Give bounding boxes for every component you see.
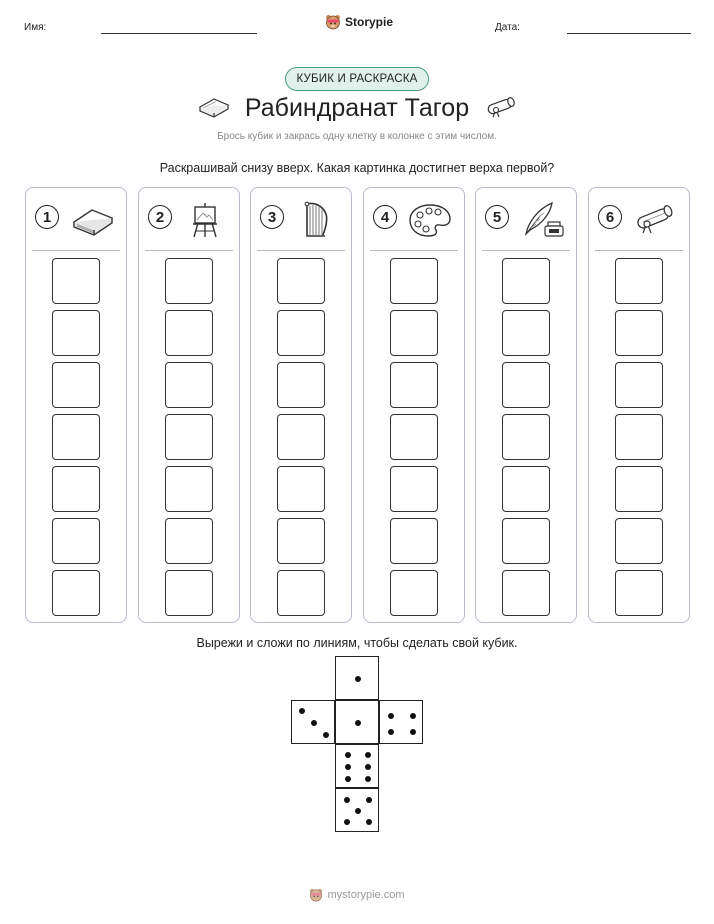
column-4 [363,187,465,623]
color-cell[interactable] [52,310,100,356]
die-face-3 [291,700,335,744]
color-cell[interactable] [615,258,663,304]
date-line[interactable] [567,33,691,34]
cut-instruction: Вырежи и сложи по линиям, чтобы сделать свой кубик. [196,636,518,650]
die-face-1 [335,700,379,744]
color-cell[interactable] [502,518,550,564]
color-cell[interactable] [52,570,100,616]
column-6 [588,187,690,623]
column-divider [145,250,233,251]
bear-icon [309,888,323,902]
palette-icon [406,200,454,238]
color-cell[interactable] [390,414,438,460]
color-cell[interactable] [165,362,213,408]
color-cell[interactable] [390,362,438,408]
die-pip [365,776,371,782]
column-number: 1 [35,205,59,229]
color-cell[interactable] [52,362,100,408]
column-5 [475,187,577,623]
page-subtitle: Брось кубик и закрась одну клетку в колонке с этим числом. [217,131,497,142]
die-pip [388,713,394,719]
color-cell[interactable] [390,570,438,616]
color-cell[interactable] [165,414,213,460]
color-cell[interactable] [502,310,550,356]
name-label: Имя: [24,22,47,33]
scroll-diploma-icon [631,200,679,238]
book-icon [68,200,116,238]
column-divider [370,250,458,251]
color-cell[interactable] [615,414,663,460]
color-cell[interactable] [52,414,100,460]
color-cell[interactable] [615,466,663,512]
color-cell[interactable] [277,310,325,356]
column-number: 4 [373,205,397,229]
color-cell[interactable] [165,310,213,356]
name-line[interactable] [101,33,257,34]
color-cell[interactable] [165,570,213,616]
die-face-6 [335,744,379,788]
color-cell[interactable] [277,518,325,564]
die-pip [355,720,361,726]
easel-icon [181,200,229,238]
activity-badge: КУБИК И РАСКРАСКА [285,67,429,91]
die-pip [311,720,317,726]
color-cell[interactable] [615,518,663,564]
date-label: Дата: [495,22,520,33]
diploma-scroll-icon [484,95,518,119]
column-number: 6 [598,205,622,229]
color-cell[interactable] [390,518,438,564]
color-cell[interactable] [277,362,325,408]
color-cell[interactable] [277,570,325,616]
color-cell[interactable] [165,518,213,564]
color-cell[interactable] [502,570,550,616]
die-face-4 [379,700,423,744]
color-cell[interactable] [52,258,100,304]
die-pip [365,752,371,758]
die-pip [344,797,350,803]
color-cell[interactable] [390,310,438,356]
column-divider [257,250,345,251]
die-pip [323,732,329,738]
coloring-instruction: Раскрашивай снизу вверх. Какая картинка достигнет верха первой? [159,161,555,175]
color-cell[interactable] [502,466,550,512]
die-pip [410,729,416,735]
die-pip [365,764,371,770]
color-cell[interactable] [52,518,100,564]
die-pip [344,819,350,825]
die-pip [410,713,416,719]
die-pip [345,776,351,782]
brand-name: Storypie [345,15,394,29]
die-pip [299,708,305,714]
die-pip [355,676,361,682]
die-pip [366,819,372,825]
die-pip [388,729,394,735]
color-cell[interactable] [502,414,550,460]
footer [0,888,714,902]
column-divider [32,250,120,251]
color-cell[interactable] [615,310,663,356]
die-face-1 [335,656,379,700]
quill-inkwell-icon [518,200,566,238]
color-cell[interactable] [52,466,100,512]
die-pip [355,808,361,814]
die-pip [366,797,372,803]
color-cell[interactable] [277,414,325,460]
die-pip [345,764,351,770]
color-cell[interactable] [615,570,663,616]
die-face-5 [335,788,379,832]
color-cell[interactable] [277,466,325,512]
column-divider [482,250,570,251]
column-1 [25,187,127,623]
color-cell[interactable] [390,258,438,304]
color-cell[interactable] [165,466,213,512]
color-cell[interactable] [502,258,550,304]
page-title: Рабиндранат Тагор [244,94,470,122]
column-number: 2 [148,205,172,229]
die-pip [345,752,351,758]
footer-url[interactable]: mystorypie.com [327,889,405,901]
bear-icon [325,14,341,30]
brand-logo [325,14,393,30]
color-cell[interactable] [615,362,663,408]
color-cell[interactable] [502,362,550,408]
color-cell[interactable] [390,466,438,512]
column-3 [250,187,352,623]
harp-icon [293,200,341,238]
color-cell[interactable] [277,258,325,304]
color-cell[interactable] [165,258,213,304]
column-2 [138,187,240,623]
column-divider [595,250,683,251]
column-number: 3 [260,205,284,229]
column-number: 5 [485,205,509,229]
